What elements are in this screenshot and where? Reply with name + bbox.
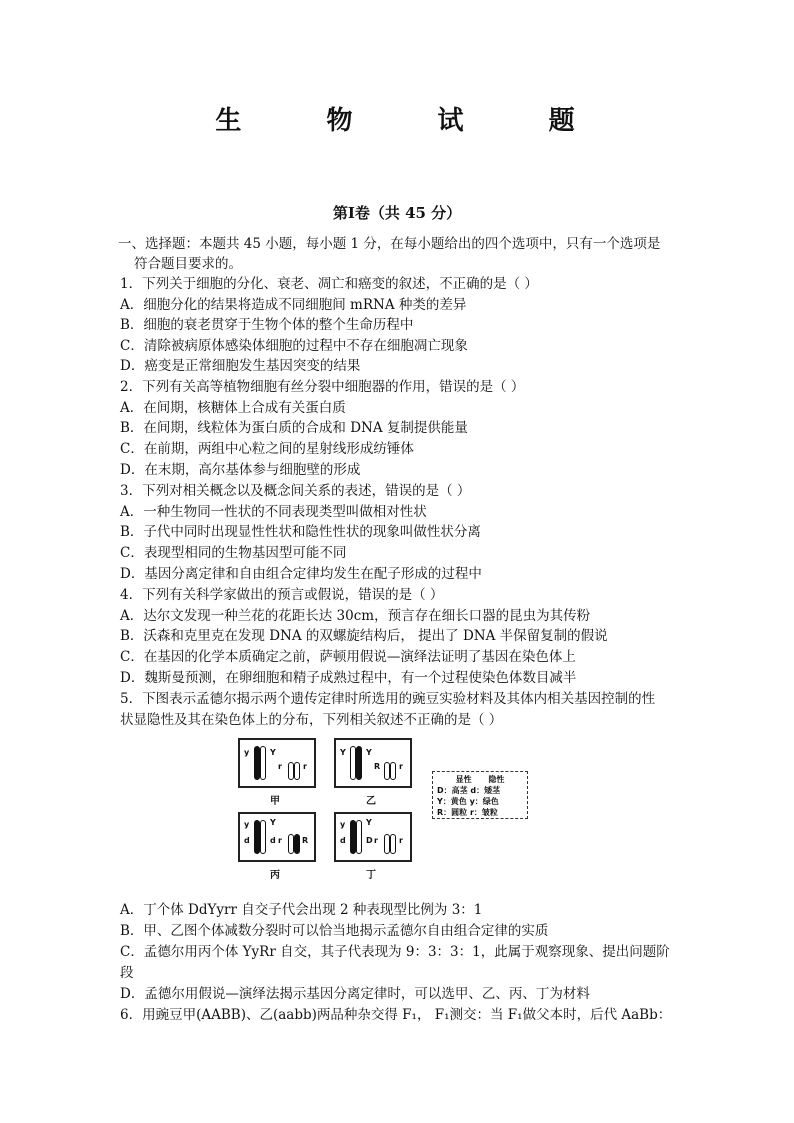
question-4-option-b: B．沃森和克里克在发现 DNA 的双螺旋结构后， 提出了 DNA 半保留复制的假说 [120, 628, 608, 644]
legend-row: R：圆粒 r：皱粒 [437, 808, 498, 817]
panel-yi [334, 738, 412, 788]
question-5-option-c: C．孟德尔用丙个体 YyRr 自交，其子代表现为 9：3：3：1，此属于观察现象、提出问题阶 [120, 944, 670, 960]
question-5-option-c-cont: 段 [120, 965, 134, 981]
gene-label: Y [366, 818, 372, 827]
question-5-option-d: D．孟德尔用假说—演绎法揭示基因分离定律时，可以选甲、乙、丙、丁为材料 [120, 986, 590, 1002]
chromosome [294, 834, 300, 854]
gene-label: d [270, 836, 276, 845]
question-4-option-d: D．魏斯曼预测，在卵细胞和精子成熟过程中，有一个过程使染色体数目减半 [120, 670, 577, 686]
gene-label: y [340, 820, 346, 829]
panel-ding [334, 812, 412, 862]
question-3-stem: 3．下列对相关概念以及概念间关系的表述，错误的是（ ） [120, 483, 471, 499]
instructions-line-1: 一、选择题：本题共 45 小题，每小题 1 分，在每小题给出的四个选项中，只有一个选项是 [118, 236, 661, 252]
chromosome [260, 820, 266, 854]
gene-label: Y [366, 748, 372, 757]
question-2-option-d: D．在末期，高尔基体参与细胞壁的形成 [120, 462, 361, 478]
chromosome [390, 834, 396, 854]
question-2-option-c: C．在前期，两组中心粒之间的星射线形成纺锤体 [120, 441, 414, 457]
question-1-option-c: C．清除被病原体感染体细胞的过程中不存在细胞凋亡现象 [120, 338, 468, 354]
chromosome [390, 762, 396, 780]
question-4-stem: 4．下列有关科学家做出的预言或假说，错误的是（ ） [120, 587, 444, 603]
gene-label: D [366, 836, 373, 845]
question-5-stem-line-2: 状显隐性及其在染色体上的分布，下列相关叙述不正确的是（ ） [120, 712, 503, 728]
gene-label: R [302, 836, 309, 845]
question-3-option-c: C．表现型相同的生物基因型可能不同 [120, 545, 347, 561]
question-6-stem: 6．用豌豆甲(AABB)、乙(aabb)两品种杂交得 F₁， F₁测交：当 F₁做父本时，后代 AaBb： [120, 1007, 672, 1023]
question-2-option-b: B．在间期，线粒体为蛋白质的合成和 DNA 复制提供能量 [120, 420, 468, 436]
section-header: 第Ⅰ卷（共 45 分） [332, 204, 462, 222]
question-1-stem: 1．下列关于细胞的分化、衰老、凋亡和癌变的叙述，不正确的是（ ） [120, 276, 538, 292]
gene-label: r [399, 836, 403, 845]
gene-label: y [244, 820, 250, 829]
question-1-option-b: B．细胞的衰老贯穿于生物个体的整个生命历程中 [120, 317, 414, 333]
chromosome [260, 746, 266, 780]
gene-label: r [303, 762, 307, 771]
question-4-option-c: C．在基因的化学本质确定之前，萨顿用假说—演绎法证明了基因在染色体上 [120, 649, 576, 665]
legend-row: Y：黄色 y：绿色 [437, 797, 499, 806]
question-2-option-a: A．在间期，核糖体上合成有关蛋白质 [120, 400, 346, 416]
gene-label: d [244, 836, 250, 845]
panel-label: 丁 [366, 870, 376, 881]
panel-label: 乙 [366, 796, 376, 807]
panel-label: 丙 [270, 870, 280, 881]
gene-label: Y [270, 818, 276, 827]
legend-recessive-label: 隐性 [488, 775, 505, 784]
legend-header [437, 774, 523, 785]
gene-label: r [278, 836, 282, 845]
legend-dominant-label: 显性 [455, 775, 472, 784]
chromosome [356, 746, 362, 780]
panel-bing [238, 812, 316, 862]
instructions-line-2: 符合题目要求的。 [134, 256, 242, 272]
chromosome [356, 820, 362, 854]
question-2-stem: 2．下列有关高等植物细胞有丝分裂中细胞器的作用，错误的是（ ） [120, 379, 525, 395]
question-5-option-a: A．丁个体 DdYyrr 自交子代会出现 2 种表现型比例为 3：1 [120, 902, 483, 918]
question-3-option-b: B．子代中同时出现显性性状和隐性性状的现象叫做性状分离 [120, 524, 481, 540]
gene-label: R [374, 762, 381, 771]
panel-jia [238, 738, 316, 788]
gene-label: r [399, 762, 403, 771]
gene-label: r [278, 762, 282, 771]
panel-label: 甲 [270, 796, 280, 807]
question-1-option-d: D．癌变是正常细胞发生基因突变的结果 [120, 358, 361, 374]
page-title [0, 100, 794, 137]
gene-label: Y [340, 748, 346, 757]
chromosome [294, 762, 300, 780]
question-1-option-a: A．细胞分化的结果将造成不同细胞间 mRNA 种类的差异 [120, 297, 467, 313]
trait-legend [432, 771, 528, 819]
gene-label: d [340, 836, 346, 845]
title-char: 生 [215, 106, 246, 136]
title-char: 题 [548, 106, 579, 136]
gene-label: y [244, 748, 250, 757]
question-5-stem-line-1: 5．下图表示孟德尔揭示两个遗传定律时所选用的豌豆实验材料及其体内相关基因控制的性 [120, 691, 656, 707]
question-3-option-d: D．基因分离定律和自由组合定律均发生在配子形成的过程中 [120, 566, 482, 582]
title-char: 试 [437, 106, 468, 136]
question-3-option-a: A．一种生物同一性状的不同表现类型叫做相对性状 [120, 504, 427, 520]
question-4-option-a: A．达尔文发现一种兰花的花距长达 30cm，预言存在细长口器的昆虫为其传粉 [120, 608, 591, 624]
title-char: 物 [326, 106, 357, 136]
gene-label: r [374, 836, 378, 845]
legend-row: D：高茎 d：矮茎 [437, 786, 501, 795]
question-5-option-b: B．甲、乙图个体减数分裂时可以恰当地揭示孟德尔自由组合定律的实质 [120, 923, 549, 939]
gene-label: Y [270, 748, 276, 757]
